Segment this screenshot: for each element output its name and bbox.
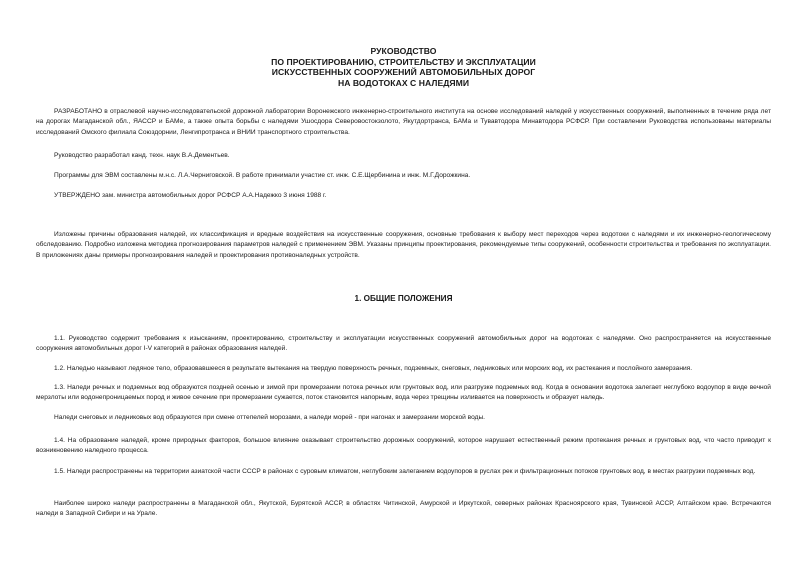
programs-paragraph: Программы для ЭВМ составлены м.н.с. Л.А.Черниговской. В работе принимали участие ст. инж. С.Е.Щербинина и инж. М.Г.Дорожкина.: [54, 172, 471, 179]
title-line-3: ИСКУССТВЕННЫХ СООРУЖЕНИЙ АВТОМОБИЛЬНЫХ ДОРОГ: [271, 67, 536, 77]
section-heading: 1. ОБЩИЕ ПОЛОЖЕНИЯ: [354, 294, 453, 303]
developed-paragraph: РАЗРАБОТАНО в отраслевой научно-исследовательской дорожной лаборатории Воронежского инженерно-строительного института на основе исследований наледей у искусственных сооружений, выполненных в течение ряда лет на дорогах Магаданской обл., ЯАССР и БАМе, а также опыта борьбы с наледями Ушосдора Северовостокзолото, Якутдортранса, БАМа и Тувавтодора Минавтодора РСФСР. При составлении Руководства использованы материалы исследований Омского филиала Союздорнии, Ленгипротранса и ВНИИ транспортного строительства.: [36, 108, 771, 136]
clause-1-4: 1.4. На образование наледей, кроме природных факторов, большое влияние оказывает строительство дорожных сооружений, которое нарушает естественный режим протекания речных и грунтовых вод, что часто приводит к возникновению наледного процесса.: [36, 437, 771, 455]
clause-1-2: 1.2. Наледью называют ледяное тело, образовавшееся в результате вытекания на твердую поверхность речных, подземных, снеговых, ледниковых или морских вод, их растекания и послойного замерзания.: [54, 365, 693, 372]
title-line-1: РУКОВОДСТВО: [370, 46, 437, 56]
clause-1-3-continued: Наледи снеговых и ледниковых вод образуются при смене оттепелей морозами, а наледи морей - при нагонах и замерзании морской воды.: [54, 414, 486, 421]
clause-1-5: 1.5. Наледи распространены на территории азиатской части СССР в районах с суровым климатом, неглубоким залеганием водоупоров в руслах рек и фильтрационных потоков грунтовых вод, в местах разгрузки подземных вод.: [54, 468, 756, 475]
document-title: [0, 46, 807, 88]
title-line-4: НА ВОДОТОКАХ С НАЛЕДЯМИ: [337, 77, 470, 88]
clause-1-3: 1.3. Наледи речных и подземных вод образуются поздней осенью и зимой при промерзании потока речных или грунтовых вод, или разгрузке подземных вод. Когда в основании водотока залегает неглубоко водоупор в виде вечной мерзлоты или водонепроницаемых пород и живое сечение при промерзании сужается, поток становится напорным, вода через трещины изливается на поверхность и образует наледь.: [36, 384, 771, 402]
author-paragraph: Руководство разработал канд. техн. наук В.А.Дементьев.: [54, 152, 230, 159]
abstract-paragraph: Изложены причины образования наледей, их классификация и вредные воздействия на искусственные сооружения, основные требования к выбору мест переходов через водотоки с наледями и их инженерно-геологическому обследованию. Подробно изложена методика прогнозирования параметров наледей с применением ЭВМ. Указаны принципы проектирования, рекомендуемые типы сооружений, особенности строительства и требования по эксплуатации. В приложениях даны примеры прогнозирования наледей и проектирования противоналедных устройств.: [36, 231, 771, 259]
clause-1-5-continued: Наиболее широко наледи распространены в Магаданской обл., Якутской, Бурятской АССР, в областях Читинской, Амурской и Иркутской, северных районах Красноярского края, Тувинской АССР, Алтайском крае. Встречаются наледи в Западной Сибири и на Урале.: [36, 500, 771, 518]
clause-1-1: 1.1. Руководство содержит требования к изысканиям, проектированию, строительству и эксплуатации искусственных сооружений автомобильных дорог на водотоках с наледями. Оно распространяется на искусственные сооружения автомобильных дорог I-V категорий в районах образования наледей.: [36, 335, 771, 353]
title-line-2: ПО ПРОЕКТИРОВАНИЮ, СТРОИТЕЛЬСТВУ И ЭКСПЛУАТАЦИИ: [271, 56, 536, 67]
approved-paragraph: УТВЕРЖДЕНО зам. министра автомобильных дорог РСФСР А.А.Надежко 3 июня 1988 г.: [54, 192, 327, 199]
